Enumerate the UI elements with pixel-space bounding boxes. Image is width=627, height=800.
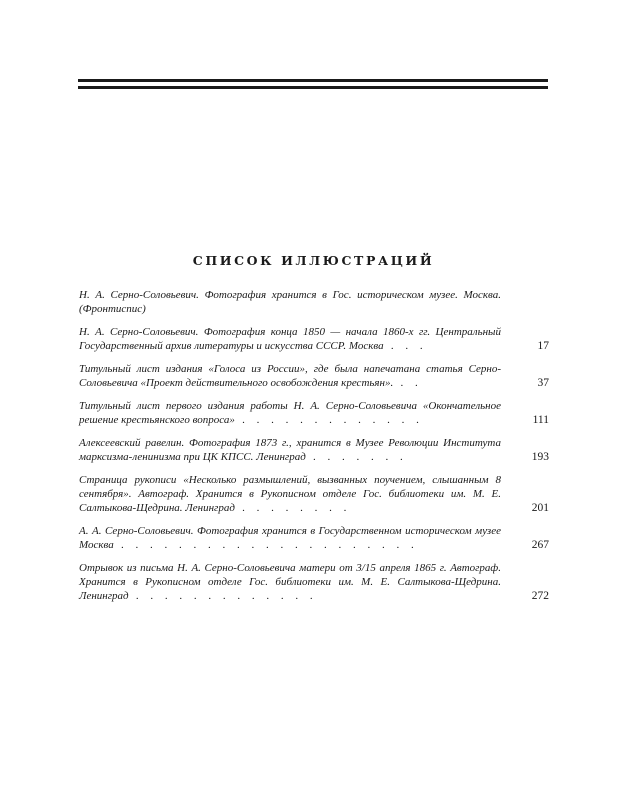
- page-number: 17: [537, 340, 549, 352]
- top-rule-thin: [78, 86, 548, 89]
- list-item: [79, 473, 549, 515]
- list-item: [79, 362, 549, 390]
- entry-text: Н. А. Серно-Соловьевич. Фотография хранится в Гос. историческом музее. Москва. (Фронтиспис): [79, 289, 501, 315]
- page-number: 37: [537, 377, 549, 389]
- entry-text: Титульный лист издания «Голоса из России», где была напечатана статья Серно-Соловьевича «Проект действительного освобождения крестьян». . .: [79, 363, 501, 389]
- entry-text: Страница рукописи «Несколько размышлений, вызванных поучением, слышанным 8 сентября». Автограф. Хранится в Рукописном отделе Гос. библиотеки им. М. Е. Салтыкова-Щедрина. Ленинград . . . . . . . .: [79, 474, 501, 514]
- page-number: 272: [531, 590, 549, 602]
- entry-text: А. А. Серно-Соловьевич. Фотография хранится в Государственном историческом музее Москва . . . . . . . . . . . . . . . . . . . . .: [79, 525, 501, 551]
- list-item: [79, 436, 549, 464]
- page-title: СПИСОК ИЛЛЮСТРАЦИЙ: [192, 253, 435, 268]
- list-item: [79, 325, 549, 353]
- top-rule-thick: [78, 79, 548, 82]
- list-item: [79, 288, 549, 316]
- page-number: 201: [531, 502, 549, 514]
- illustration-list: [79, 288, 549, 612]
- page-number: 193: [531, 451, 549, 463]
- list-item: [79, 399, 549, 427]
- entry-text: Н. А. Серно-Соловьевич. Фотография конца 1850 — начала 1860-х гг. Центральный Государственный архив литературы и искусства СССР. Москва . . .: [79, 326, 501, 352]
- page-number: 267: [531, 539, 549, 551]
- entry-text: Титульный лист первого издания работы Н. А. Серно-Соловьевича «Окончательное решение крестьянского вопроса» . . . . . . . . . . . . .: [79, 400, 501, 426]
- page-number: 111: [532, 414, 549, 426]
- list-item: [79, 524, 549, 552]
- entry-text: Отрывок из письма Н. А. Серно-Соловьевича матери от 3/15 апреля 1865 г. Автограф. Хранится в Рукописном отделе Гос. библиотеки им. М. Е. Салтыкова-Щедрина. Ленинград . . . . . . . . . . . . .: [79, 562, 501, 602]
- entry-text: Алексеевский равелин. Фотография 1873 г., хранится в Музее Революции Института марксизма-ленинизма при ЦК КПСС. Ленинград . . . . . . .: [79, 437, 501, 463]
- list-item: [79, 561, 549, 603]
